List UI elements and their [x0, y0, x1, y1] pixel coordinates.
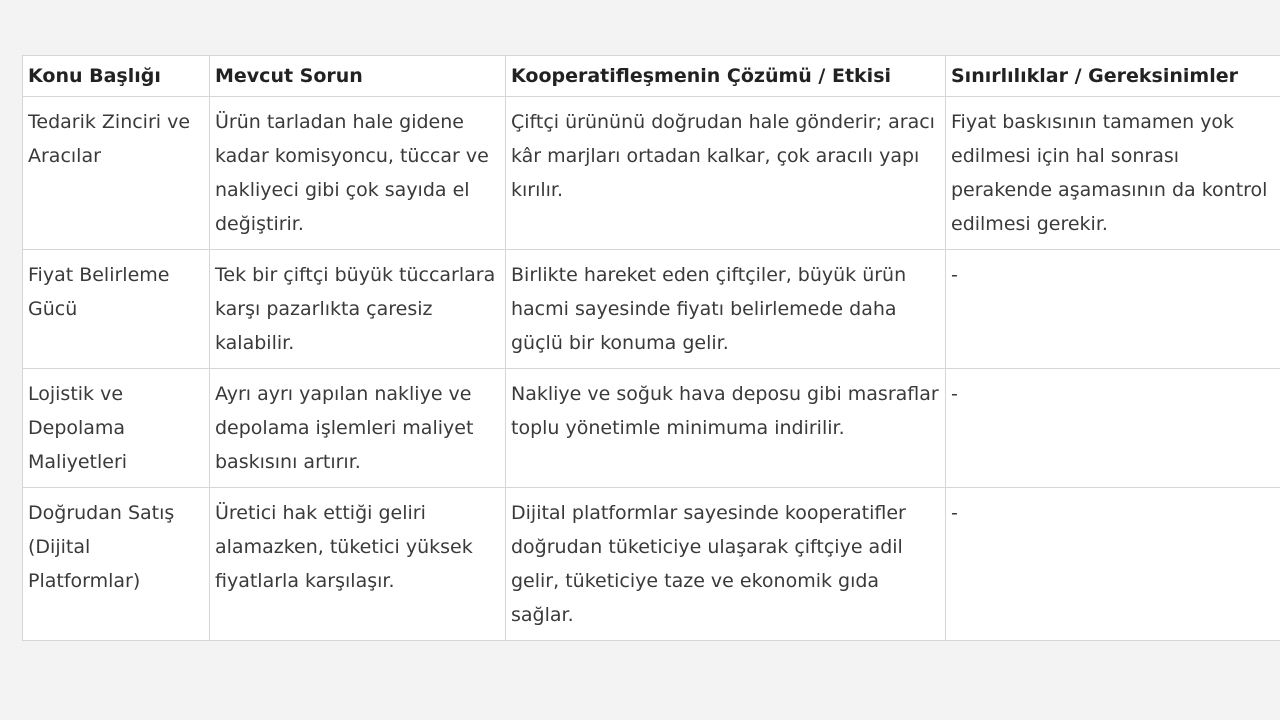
cell-limitations: -	[946, 250, 1280, 369]
cell-topic: Doğrudan Satış (Dijital Platformlar)	[23, 488, 210, 641]
cell-topic: Lojistik ve Depolama Maliyetleri	[23, 369, 210, 488]
table-header	[23, 56, 1280, 97]
table-row	[23, 97, 1280, 250]
cell-cooperative-solution: Nakliye ve soğuk hava deposu gibi masraflar toplu yönetimle minimuma indirilir.	[506, 369, 946, 488]
header-limitations: Sınırlılıklar / Gereksinimler	[946, 56, 1280, 97]
cell-current-problem: Tek bir çiftçi büyük tüccarlara karşı pazarlıkta çaresiz kalabilir.	[210, 250, 506, 369]
header-topic: Konu Başlığı	[23, 56, 210, 97]
table-row	[23, 250, 1280, 369]
header-row	[23, 56, 1280, 97]
cell-cooperative-solution: Dijital platformlar sayesinde kooperatifler doğrudan tüketiciye ulaşarak çiftçiye adil gelir, tüketiciye taze ve ekonomik gıda sağlar.	[506, 488, 946, 641]
header-current-problem: Mevcut Sorun	[210, 56, 506, 97]
cell-limitations: -	[946, 369, 1280, 488]
cell-cooperative-solution: Birlikte hareket eden çiftçiler, büyük ürün hacmi sayesinde fiyatı belirlemede daha güçlü bir konuma gelir.	[506, 250, 946, 369]
cell-current-problem: Ayrı ayrı yapılan nakliye ve depolama işlemleri maliyet baskısını artırır.	[210, 369, 506, 488]
cell-cooperative-solution: Çiftçi ürününü doğrudan hale gönderir; aracı kâr marjları ortadan kalkar, çok aracılı yapı kırılır.	[506, 97, 946, 250]
cell-current-problem: Üretici hak ettiği geliri alamazken, tüketici yüksek fiyatlarla karşılaşır.	[210, 488, 506, 641]
cell-topic: Fiyat Belirleme Gücü	[23, 250, 210, 369]
cell-topic: Tedarik Zinciri ve Aracılar	[23, 97, 210, 250]
table-row	[23, 488, 1280, 641]
cell-current-problem: Ürün tarladan hale gidene kadar komisyoncu, tüccar ve nakliyeci gibi çok sayıda el değiştirir.	[210, 97, 506, 250]
table-row	[23, 369, 1280, 488]
header-cooperative-solution: Kooperatifleşmenin Çözümü / Etkisi	[506, 56, 946, 97]
cell-limitations: -	[946, 488, 1280, 641]
cell-limitations: Fiyat baskısının tamamen yok edilmesi için hal sonrası perakende aşamasının da kontrol edilmesi gerekir.	[946, 97, 1280, 250]
table-body	[23, 97, 1280, 641]
comparison-table	[22, 55, 1280, 641]
